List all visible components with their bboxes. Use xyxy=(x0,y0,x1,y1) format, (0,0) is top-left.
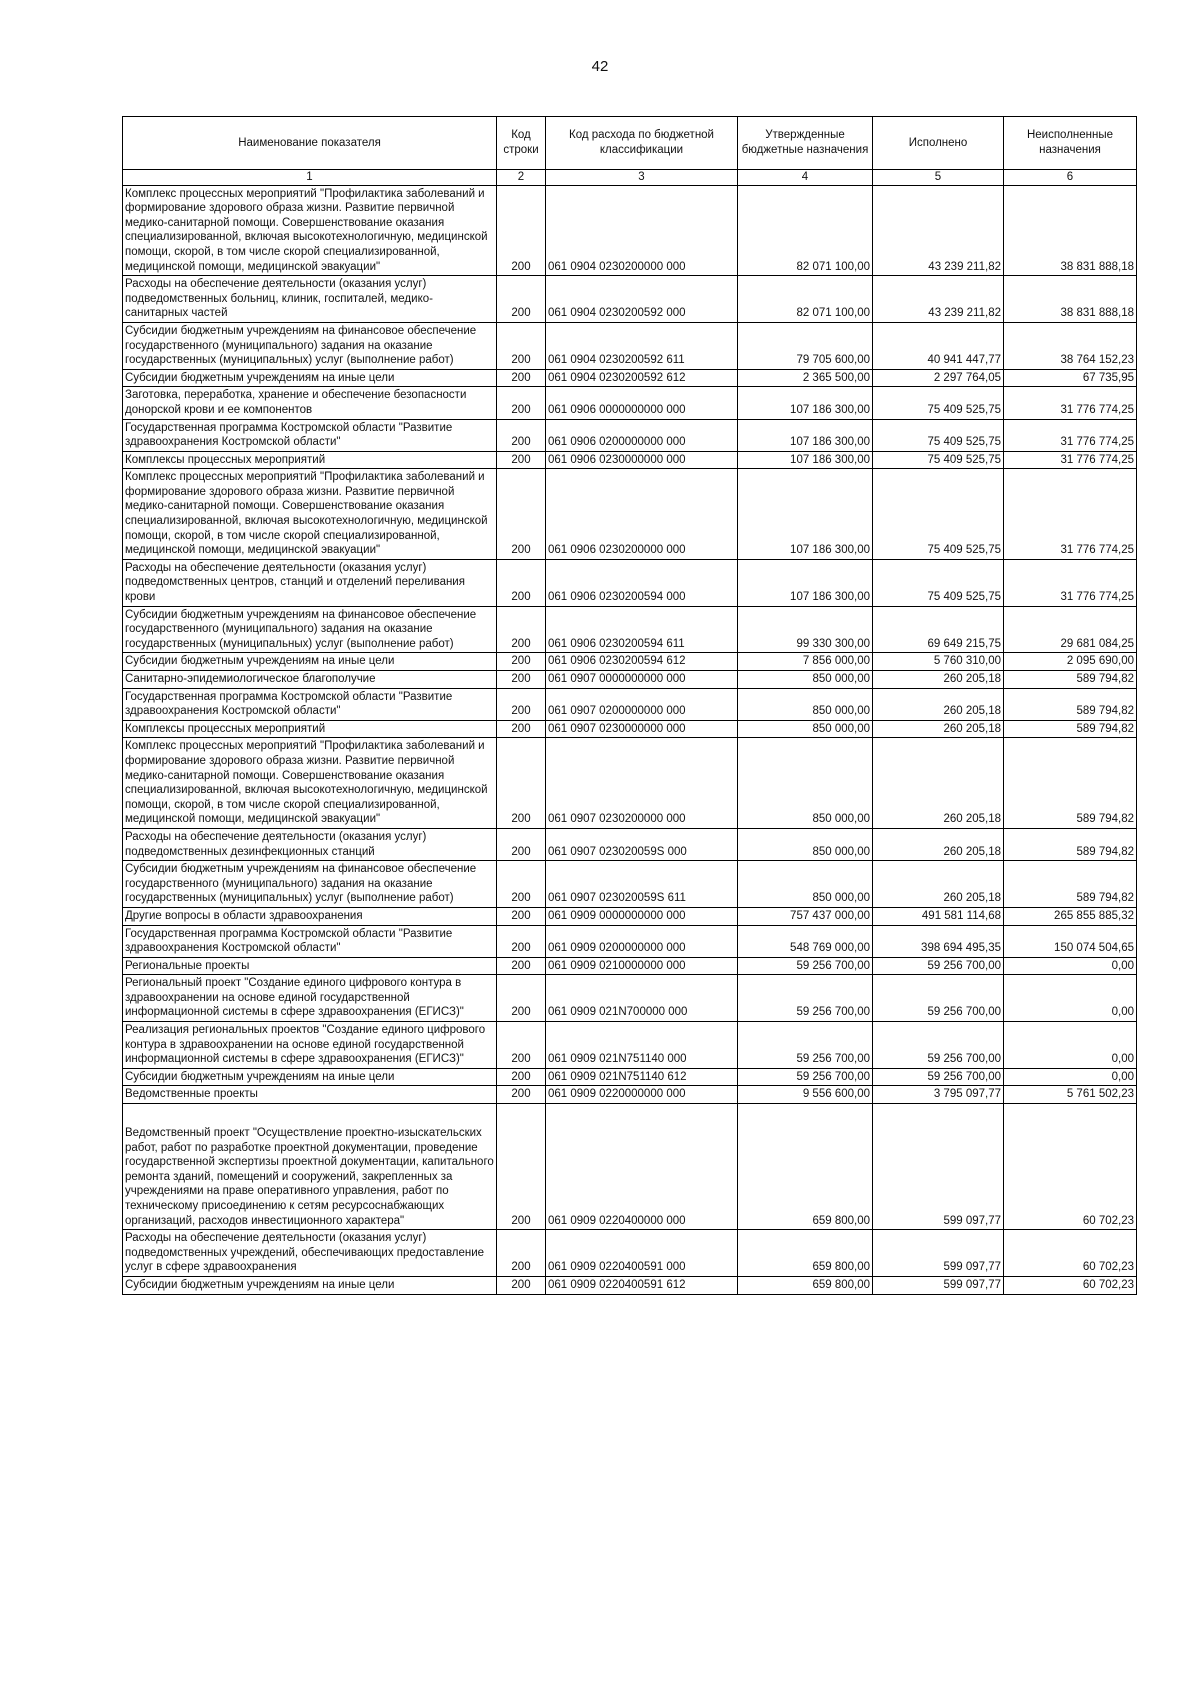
row-executed: 75 409 525,75 xyxy=(873,451,1004,469)
column-number: 5 xyxy=(873,170,1004,186)
row-approved: 659 800,00 xyxy=(738,1104,873,1230)
row-budget-code: 061 0909 0220400591 000 xyxy=(546,1230,738,1277)
table-row xyxy=(123,322,1137,369)
row-name: Комплексы процессных мероприятий xyxy=(123,720,497,738)
row-name: Государственная программа Костромской области "Развитие здравоохранения Костромской области" xyxy=(123,419,497,451)
row-unexecuted: 60 702,23 xyxy=(1004,1104,1137,1230)
row-budget-code: 061 0907 0000000000 000 xyxy=(546,671,738,689)
row-name: Региональный проект "Создание единого цифрового контура в здравоохранении на основе единой государственной информационной системы в сфере здравоохранения (ЕГИСЗ)" xyxy=(123,975,497,1022)
row-line-code: 200 xyxy=(497,185,546,276)
row-unexecuted: 31 776 774,25 xyxy=(1004,559,1137,606)
table-row xyxy=(123,653,1137,671)
table-header-row xyxy=(123,117,1137,170)
row-name: Государственная программа Костромской области "Развитие здравоохранения Костромской области" xyxy=(123,925,497,957)
row-line-code: 200 xyxy=(497,925,546,957)
row-unexecuted: 589 794,82 xyxy=(1004,688,1137,720)
row-unexecuted: 265 855 885,32 xyxy=(1004,907,1137,925)
budget-execution-table xyxy=(122,116,1137,1295)
row-budget-code: 061 0907 0200000000 000 xyxy=(546,688,738,720)
row-unexecuted: 60 702,23 xyxy=(1004,1230,1137,1277)
row-unexecuted: 2 095 690,00 xyxy=(1004,653,1137,671)
row-line-code: 200 xyxy=(497,469,546,560)
row-budget-code: 061 0906 0200000000 000 xyxy=(546,419,738,451)
row-executed: 75 409 525,75 xyxy=(873,469,1004,560)
row-budget-code: 061 0909 021N751140 612 xyxy=(546,1068,738,1086)
row-approved: 659 800,00 xyxy=(738,1230,873,1277)
row-executed: 59 256 700,00 xyxy=(873,975,1004,1022)
row-executed: 260 205,18 xyxy=(873,720,1004,738)
table-row xyxy=(123,369,1137,387)
row-line-code: 200 xyxy=(497,861,546,908)
row-line-code: 200 xyxy=(497,688,546,720)
row-line-code: 200 xyxy=(497,322,546,369)
table-row xyxy=(123,925,1137,957)
row-line-code: 200 xyxy=(497,720,546,738)
row-approved: 59 256 700,00 xyxy=(738,957,873,975)
row-line-code: 200 xyxy=(497,419,546,451)
row-name: Субсидии бюджетным учреждениям на иные цели xyxy=(123,1276,497,1294)
row-unexecuted: 31 776 774,25 xyxy=(1004,469,1137,560)
row-unexecuted: 589 794,82 xyxy=(1004,738,1137,829)
table-row xyxy=(123,1022,1137,1069)
row-budget-code: 061 0906 0000000000 000 xyxy=(546,387,738,419)
row-budget-code: 061 0904 0230200592 000 xyxy=(546,276,738,323)
table-row xyxy=(123,1104,1137,1230)
row-approved: 99 330 300,00 xyxy=(738,606,873,653)
column-number: 4 xyxy=(738,170,873,186)
table-row xyxy=(123,606,1137,653)
row-line-code: 200 xyxy=(497,975,546,1022)
row-executed: 5 760 310,00 xyxy=(873,653,1004,671)
table-body xyxy=(123,185,1137,1294)
row-name: Расходы на обеспечение деятельности (оказания услуг) подведомственных больниц, клиник, госпиталей, медико-санитарных частей xyxy=(123,276,497,323)
row-budget-code: 061 0906 0230000000 000 xyxy=(546,451,738,469)
row-unexecuted: 38 764 152,23 xyxy=(1004,322,1137,369)
row-approved: 850 000,00 xyxy=(738,738,873,829)
row-name: Комплексы процессных мероприятий xyxy=(123,451,497,469)
row-name: Комплекс процессных мероприятий "Профилактика заболеваний и формирование здорового образа жизни. Развитие первичной медико-санитарной помощи. Совершенствование оказания специализированной, включая высокотехнологичную, медицинской помощи, скорой, в том числе скорой специализированной, медицинской помощи, медицинской эвакуации" xyxy=(123,738,497,829)
row-approved: 59 256 700,00 xyxy=(738,1022,873,1069)
row-approved: 548 769 000,00 xyxy=(738,925,873,957)
row-unexecuted: 0,00 xyxy=(1004,975,1137,1022)
row-approved: 107 186 300,00 xyxy=(738,469,873,560)
row-budget-code: 061 0909 0220400591 612 xyxy=(546,1276,738,1294)
row-approved: 82 071 100,00 xyxy=(738,276,873,323)
table-row xyxy=(123,720,1137,738)
row-line-code: 200 xyxy=(497,387,546,419)
row-executed: 2 297 764,05 xyxy=(873,369,1004,387)
row-line-code: 200 xyxy=(497,451,546,469)
row-approved: 79 705 600,00 xyxy=(738,322,873,369)
table-row xyxy=(123,559,1137,606)
row-name: Субсидии бюджетным учреждениям на иные цели xyxy=(123,1068,497,1086)
row-name: Реализация региональных проектов "Создание единого цифрового контура в здравоохранении на основе единой государственной информационной системы в сфере здравоохранения (ЕГИСЗ)" xyxy=(123,1022,497,1069)
row-approved: 659 800,00 xyxy=(738,1276,873,1294)
table-row xyxy=(123,671,1137,689)
table-row xyxy=(123,1230,1137,1277)
table-row xyxy=(123,419,1137,451)
row-executed: 43 239 211,82 xyxy=(873,276,1004,323)
row-line-code: 200 xyxy=(497,369,546,387)
row-executed: 43 239 211,82 xyxy=(873,185,1004,276)
table-row xyxy=(123,185,1137,276)
row-budget-code: 061 0904 0230200592 611 xyxy=(546,322,738,369)
table-row xyxy=(123,1086,1137,1104)
row-name: Региональные проекты xyxy=(123,957,497,975)
row-line-code: 200 xyxy=(497,606,546,653)
table-row xyxy=(123,688,1137,720)
row-approved: 59 256 700,00 xyxy=(738,1068,873,1086)
table-row xyxy=(123,957,1137,975)
row-budget-code: 061 0907 0230000000 000 xyxy=(546,720,738,738)
table-row xyxy=(123,975,1137,1022)
row-budget-code: 061 0909 021N700000 000 xyxy=(546,975,738,1022)
row-line-code: 200 xyxy=(497,1104,546,1230)
row-line-code: 200 xyxy=(497,559,546,606)
row-budget-code: 061 0904 0230200000 000 xyxy=(546,185,738,276)
row-line-code: 200 xyxy=(497,1276,546,1294)
row-line-code: 200 xyxy=(497,653,546,671)
row-unexecuted: 589 794,82 xyxy=(1004,861,1137,908)
row-executed: 260 205,18 xyxy=(873,828,1004,860)
row-budget-code: 061 0909 021N751140 000 xyxy=(546,1022,738,1069)
row-executed: 260 205,18 xyxy=(873,671,1004,689)
row-unexecuted: 67 735,95 xyxy=(1004,369,1137,387)
row-name: Субсидии бюджетным учреждениям на иные цели xyxy=(123,653,497,671)
row-approved: 850 000,00 xyxy=(738,720,873,738)
row-executed: 599 097,77 xyxy=(873,1230,1004,1277)
row-line-code: 200 xyxy=(497,828,546,860)
column-number: 1 xyxy=(123,170,497,186)
row-executed: 69 649 215,75 xyxy=(873,606,1004,653)
row-approved: 850 000,00 xyxy=(738,828,873,860)
row-budget-code: 061 0906 0230200594 611 xyxy=(546,606,738,653)
row-executed: 599 097,77 xyxy=(873,1104,1004,1230)
header-unexecuted: Неисполненные назначения xyxy=(1004,117,1137,170)
row-executed: 398 694 495,35 xyxy=(873,925,1004,957)
table-row xyxy=(123,861,1137,908)
row-name: Комплекс процессных мероприятий "Профилактика заболеваний и формирование здорового образа жизни. Развитие первичной медико-санитарной помощи. Совершенствование оказания специализированной, включая высокотехнологичную, медицинской помощи, скорой, в том числе скорой специализированной, медицинской помощи, медицинской эвакуации" xyxy=(123,469,497,560)
header-executed: Исполнено xyxy=(873,117,1004,170)
row-unexecuted: 150 074 504,65 xyxy=(1004,925,1137,957)
row-line-code: 200 xyxy=(497,1086,546,1104)
row-unexecuted: 589 794,82 xyxy=(1004,828,1137,860)
table-row xyxy=(123,276,1137,323)
header-name: Наименование показателя xyxy=(123,117,497,170)
row-budget-code: 061 0904 0230200592 612 xyxy=(546,369,738,387)
header-budget-code: Код расхода по бюджетной классификации xyxy=(546,117,738,170)
row-budget-code: 061 0906 0230200594 000 xyxy=(546,559,738,606)
row-line-code: 200 xyxy=(497,1230,546,1277)
row-budget-code: 061 0909 0200000000 000 xyxy=(546,925,738,957)
row-name: Субсидии бюджетным учреждениям на финансовое обеспечение государственного (муниципального) задания на оказание государственных (муниципальных) услуг (выполнение работ) xyxy=(123,322,497,369)
row-approved: 850 000,00 xyxy=(738,688,873,720)
header-approved: Утвержденные бюджетные назначения xyxy=(738,117,873,170)
table-row xyxy=(123,469,1137,560)
row-unexecuted: 589 794,82 xyxy=(1004,720,1137,738)
row-approved: 9 556 600,00 xyxy=(738,1086,873,1104)
column-number-row xyxy=(123,170,1137,186)
row-line-code: 200 xyxy=(497,1068,546,1086)
row-line-code: 200 xyxy=(497,907,546,925)
row-unexecuted: 31 776 774,25 xyxy=(1004,451,1137,469)
row-executed: 40 941 447,77 xyxy=(873,322,1004,369)
row-line-code: 200 xyxy=(497,957,546,975)
row-unexecuted: 31 776 774,25 xyxy=(1004,419,1137,451)
row-name: Санитарно-эпидемиологическое благополучие xyxy=(123,671,497,689)
table-row xyxy=(123,1068,1137,1086)
row-name: Субсидии бюджетным учреждениям на иные цели xyxy=(123,369,497,387)
row-approved: 757 437 000,00 xyxy=(738,907,873,925)
row-budget-code: 061 0907 0230200000 000 xyxy=(546,738,738,829)
table-row xyxy=(123,828,1137,860)
page-number: 42 xyxy=(591,58,609,75)
row-name: Другие вопросы в области здравоохранения xyxy=(123,907,497,925)
row-executed: 599 097,77 xyxy=(873,1276,1004,1294)
row-executed: 59 256 700,00 xyxy=(873,1068,1004,1086)
row-approved: 107 186 300,00 xyxy=(738,559,873,606)
row-executed: 260 205,18 xyxy=(873,861,1004,908)
row-unexecuted: 31 776 774,25 xyxy=(1004,387,1137,419)
table-row xyxy=(123,1276,1137,1294)
row-approved: 107 186 300,00 xyxy=(738,387,873,419)
row-budget-code: 061 0909 0220400000 000 xyxy=(546,1104,738,1230)
row-executed: 260 205,18 xyxy=(873,738,1004,829)
table-row xyxy=(123,451,1137,469)
row-budget-code: 061 0909 0000000000 000 xyxy=(546,907,738,925)
row-executed: 59 256 700,00 xyxy=(873,1022,1004,1069)
row-name: Комплекс процессных мероприятий "Профилактика заболеваний и формирование здорового образа жизни. Развитие первичной медико-санитарной помощи. Совершенствование оказания специализированной, включая высокотехнологичную, медицинской помощи, скорой, в том числе скорой специализированной, медицинской помощи, медицинской эвакуации" xyxy=(123,185,497,276)
row-name: Субсидии бюджетным учреждениям на финансовое обеспечение государственного (муниципального) задания на оказание государственных (муниципальных) услуг (выполнение работ) xyxy=(123,606,497,653)
row-approved: 7 856 000,00 xyxy=(738,653,873,671)
column-number: 2 xyxy=(497,170,546,186)
row-budget-code: 061 0907 023020059S 611 xyxy=(546,861,738,908)
row-name: Субсидии бюджетным учреждениям на финансовое обеспечение государственного (муниципального) задания на оказание государственных (муниципальных) услуг (выполнение работ) xyxy=(123,861,497,908)
row-executed: 3 795 097,77 xyxy=(873,1086,1004,1104)
row-approved: 107 186 300,00 xyxy=(738,451,873,469)
table-row xyxy=(123,387,1137,419)
table-row xyxy=(123,738,1137,829)
row-unexecuted: 60 702,23 xyxy=(1004,1276,1137,1294)
column-number: 6 xyxy=(1004,170,1137,186)
row-executed: 75 409 525,75 xyxy=(873,419,1004,451)
row-unexecuted: 0,00 xyxy=(1004,1022,1137,1069)
row-executed: 59 256 700,00 xyxy=(873,957,1004,975)
row-unexecuted: 38 831 888,18 xyxy=(1004,276,1137,323)
row-name: Ведомственные проекты xyxy=(123,1086,497,1104)
row-unexecuted: 29 681 084,25 xyxy=(1004,606,1137,653)
row-executed: 75 409 525,75 xyxy=(873,387,1004,419)
row-budget-code: 061 0909 0210000000 000 xyxy=(546,957,738,975)
row-budget-code: 061 0906 0230200000 000 xyxy=(546,469,738,560)
row-unexecuted: 0,00 xyxy=(1004,1068,1137,1086)
row-unexecuted: 5 761 502,23 xyxy=(1004,1086,1137,1104)
row-line-code: 200 xyxy=(497,1022,546,1069)
row-name: Расходы на обеспечение деятельности (оказания услуг) подведомственных дезинфекционных станций xyxy=(123,828,497,860)
row-executed: 260 205,18 xyxy=(873,688,1004,720)
row-name: Расходы на обеспечение деятельности (оказания услуг) подведомственных учреждений, обеспечивающих предоставление услуг в сфере здравоохранения xyxy=(123,1230,497,1277)
row-executed: 491 581 114,68 xyxy=(873,907,1004,925)
row-budget-code: 061 0907 023020059S 000 xyxy=(546,828,738,860)
row-budget-code: 061 0909 0220000000 000 xyxy=(546,1086,738,1104)
header-line-code: Код строки xyxy=(497,117,546,170)
row-executed: 75 409 525,75 xyxy=(873,559,1004,606)
row-approved: 82 071 100,00 xyxy=(738,185,873,276)
row-approved: 850 000,00 xyxy=(738,671,873,689)
table-row xyxy=(123,907,1137,925)
row-name: Заготовка, переработка, хранение и обеспечение безопасности донорской крови и ее компонентов xyxy=(123,387,497,419)
row-name: Ведомственный проект "Осуществление проектно-изыскательских работ, работ по разработке проектной документации, проведение государственной экспертизы проектной документации, капитального ремонта зданий, помещений и сооружений, закрепленных за учреждениями на праве оперативного управления, работ по техническому присоединению к сетям ресурсоснабжающих организаций, расходов инвестиционного характера" xyxy=(123,1104,497,1230)
row-approved: 59 256 700,00 xyxy=(738,975,873,1022)
row-budget-code: 061 0906 0230200594 612 xyxy=(546,653,738,671)
column-number: 3 xyxy=(546,170,738,186)
row-line-code: 200 xyxy=(497,276,546,323)
row-unexecuted: 0,00 xyxy=(1004,957,1137,975)
row-approved: 107 186 300,00 xyxy=(738,419,873,451)
row-name: Государственная программа Костромской области "Развитие здравоохранения Костромской области" xyxy=(123,688,497,720)
row-approved: 850 000,00 xyxy=(738,861,873,908)
row-unexecuted: 38 831 888,18 xyxy=(1004,185,1137,276)
row-line-code: 200 xyxy=(497,738,546,829)
row-line-code: 200 xyxy=(497,671,546,689)
row-name: Расходы на обеспечение деятельности (оказания услуг) подведомственных центров, станций и отделений переливания крови xyxy=(123,559,497,606)
row-approved: 2 365 500,00 xyxy=(738,369,873,387)
row-unexecuted: 589 794,82 xyxy=(1004,671,1137,689)
